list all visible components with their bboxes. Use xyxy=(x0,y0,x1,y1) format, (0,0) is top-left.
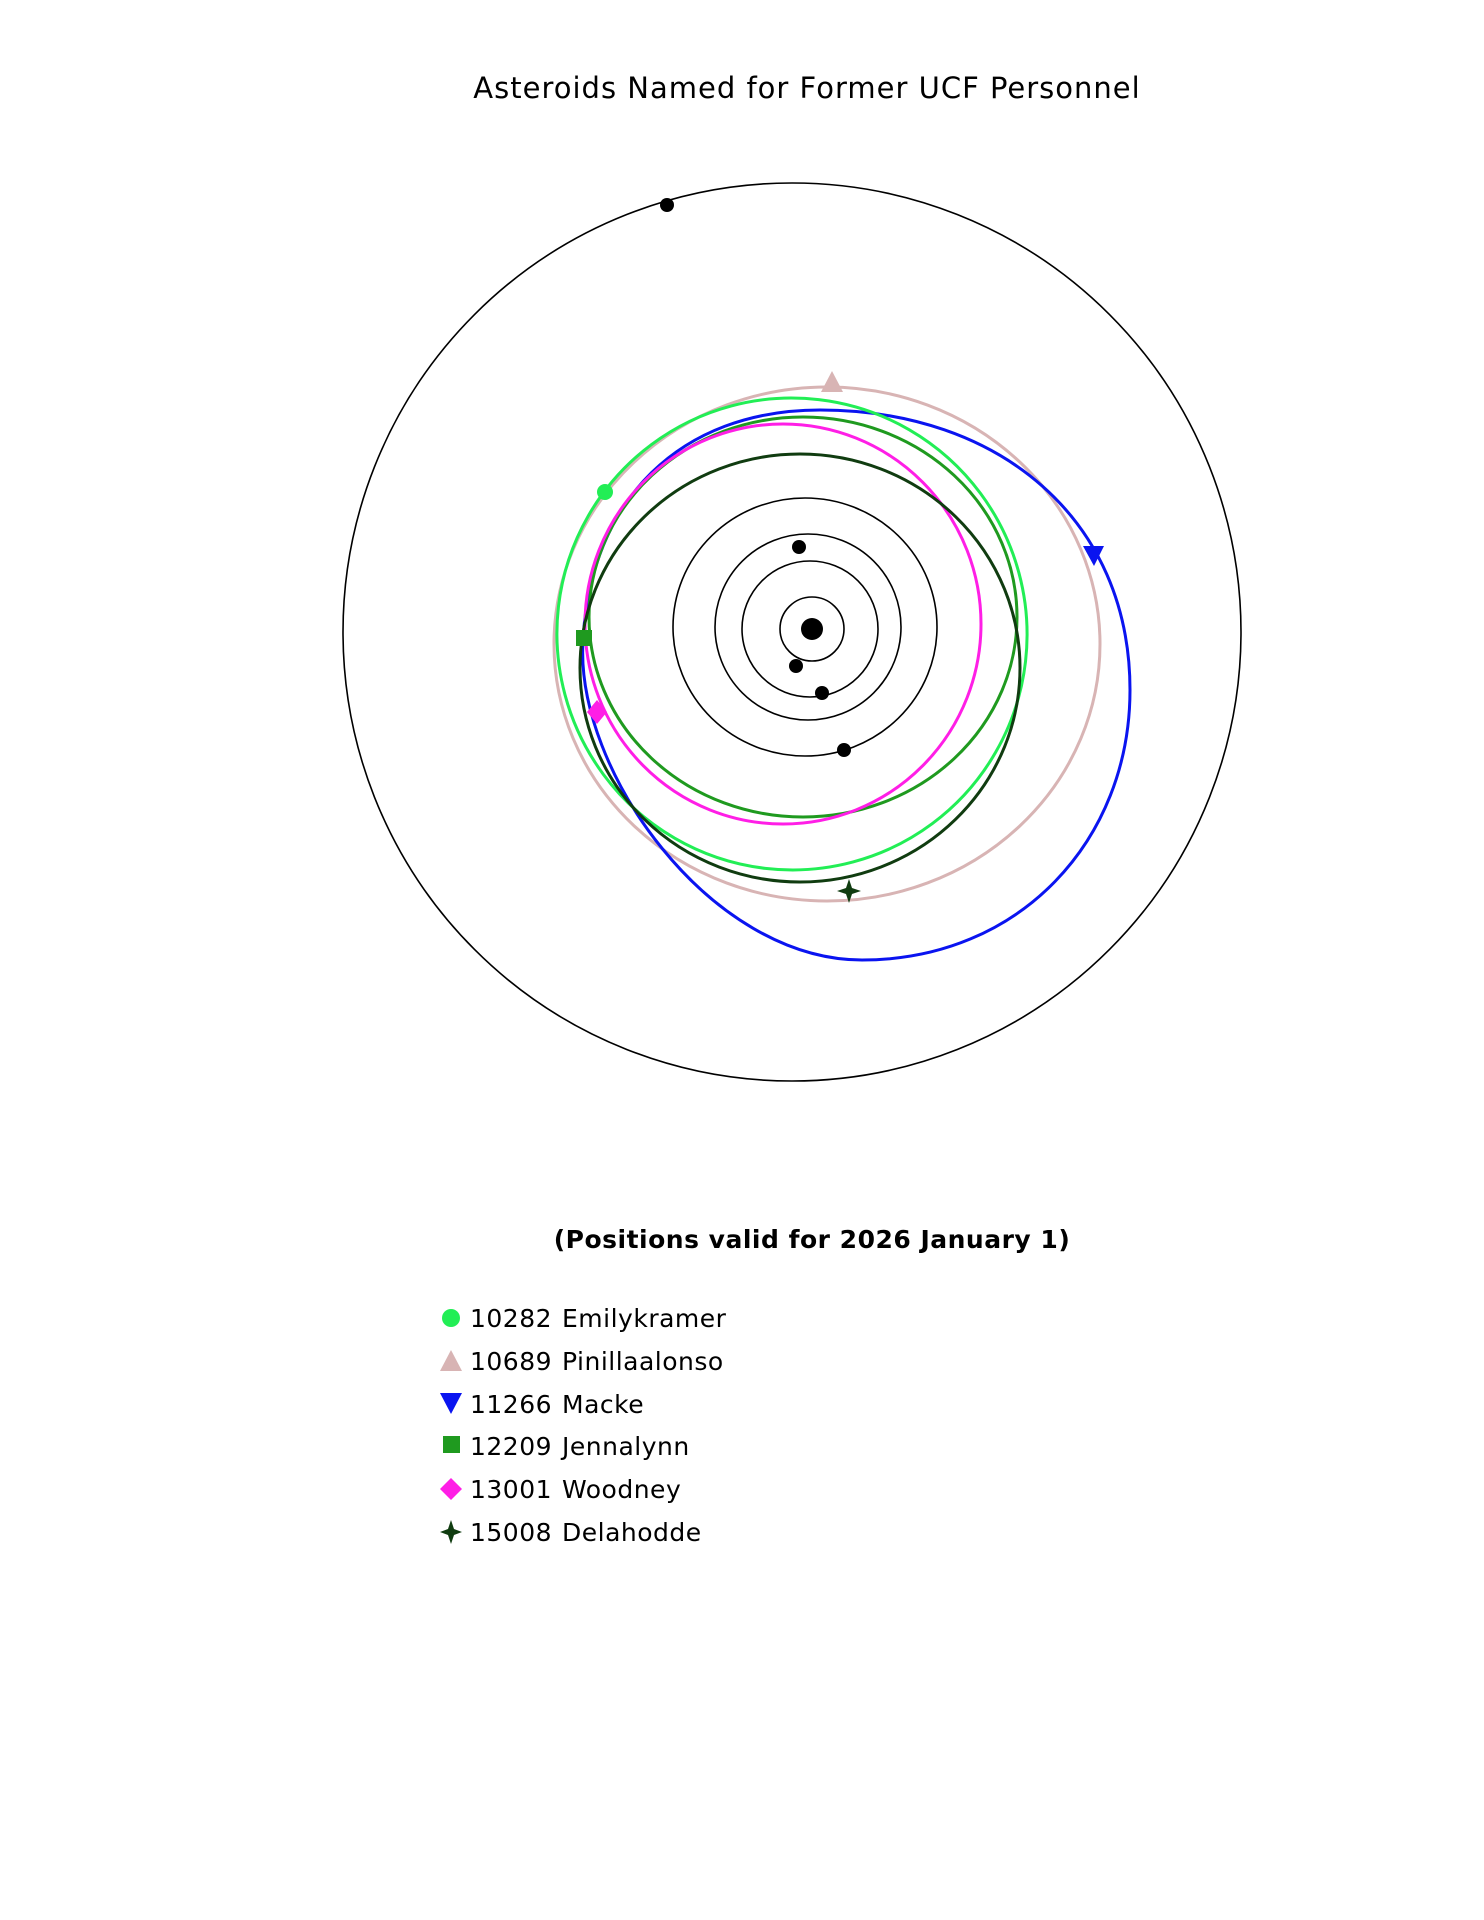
legend-star-icon xyxy=(440,1520,462,1544)
legend xyxy=(440,1304,727,1547)
legend-number: 10689 xyxy=(470,1347,553,1376)
planet-venus xyxy=(815,686,829,700)
legend-name: Woodney xyxy=(562,1475,682,1504)
legend-item xyxy=(443,1432,690,1461)
legend-number: 10282 xyxy=(470,1304,553,1333)
positions-date-caption: (Positions valid for 2026 January 1) xyxy=(553,1225,1071,1254)
legend-item xyxy=(440,1475,681,1504)
legend-triangle-up-icon xyxy=(440,1350,462,1371)
legend-number: 13001 xyxy=(470,1475,553,1504)
legend-square-icon xyxy=(443,1436,460,1453)
legend-diamond-icon xyxy=(440,1478,462,1500)
marker-emilykramer xyxy=(597,484,613,500)
legend-circle-icon xyxy=(442,1309,460,1327)
legend-name: Macke xyxy=(562,1390,645,1419)
orbit-jennalynn xyxy=(589,417,1017,817)
legend-name: Emilykramer xyxy=(562,1304,727,1333)
planet-jupiter xyxy=(660,198,674,212)
planet-mars xyxy=(837,743,851,757)
planet-markers xyxy=(660,198,851,757)
legend-name: Delahodde xyxy=(562,1518,702,1547)
marker-jennalynn xyxy=(576,630,592,646)
planet-earth xyxy=(792,540,806,554)
legend-number: 11266 xyxy=(470,1390,553,1419)
legend-item xyxy=(440,1390,644,1419)
legend-number: 15008 xyxy=(470,1518,553,1547)
legend-number: 12209 xyxy=(470,1432,553,1461)
legend-name: Jennalynn xyxy=(562,1432,690,1461)
legend-item xyxy=(440,1347,724,1376)
orbit-macke xyxy=(583,410,1130,960)
legend-item xyxy=(440,1518,702,1547)
diagram-title: Asteroids Named for Former UCF Personnel xyxy=(473,71,1141,105)
sun-icon xyxy=(801,618,823,640)
marker-pinillaalonso xyxy=(821,371,843,392)
asteroid-orbits xyxy=(504,345,1130,960)
legend-triangle-down-icon xyxy=(440,1393,462,1414)
planet-mercury xyxy=(789,659,803,673)
legend-item xyxy=(442,1304,727,1333)
legend-name: Pinillaalonso xyxy=(562,1347,724,1376)
